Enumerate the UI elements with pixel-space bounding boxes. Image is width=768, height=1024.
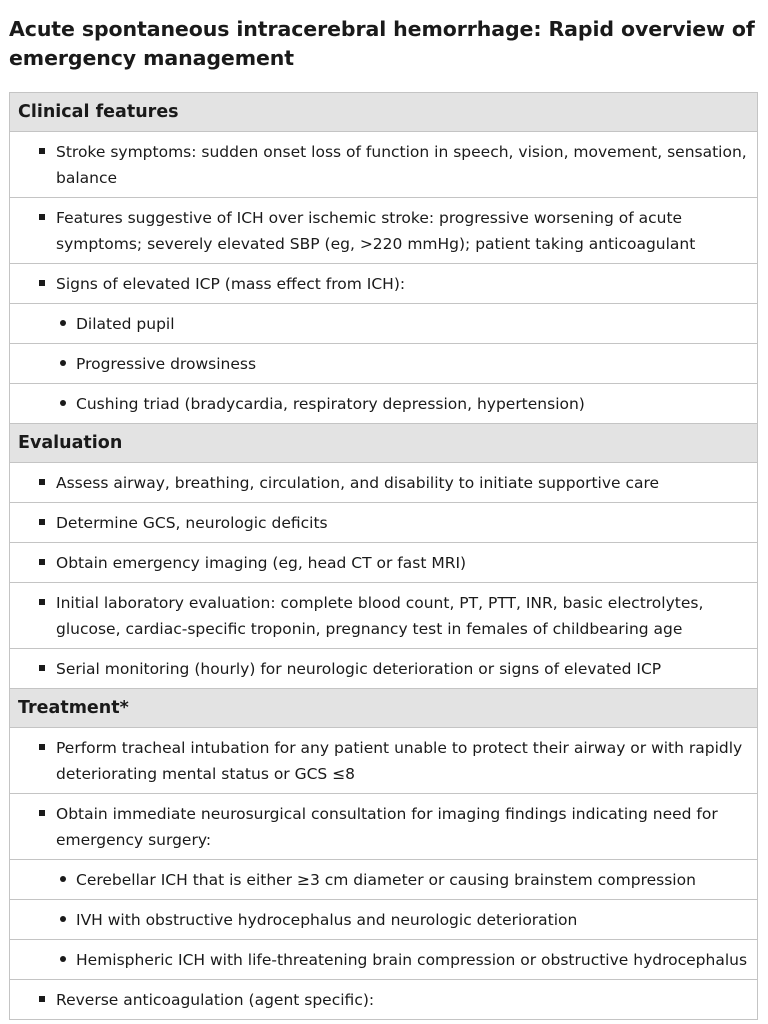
square-bullet-icon bbox=[39, 559, 45, 565]
sub-list-item bbox=[10, 940, 757, 980]
sub-list-item bbox=[10, 860, 757, 900]
section-header-clinical-features: Clinical features bbox=[10, 93, 757, 132]
list-item bbox=[10, 198, 757, 264]
list-item-text: Assess airway, breathing, circulation, and disability to initiate supportive care bbox=[56, 473, 660, 492]
sub-list-item bbox=[10, 384, 757, 424]
list-item bbox=[10, 583, 757, 649]
list-item-text: IVH with obstructive hydrocephalus and neurologic deterioration bbox=[76, 910, 578, 929]
sub-list-item bbox=[10, 344, 757, 384]
list-item bbox=[10, 503, 757, 543]
round-bullet-icon bbox=[60, 400, 66, 406]
list-item bbox=[10, 543, 757, 583]
list-item bbox=[10, 980, 757, 1019]
section-header-evaluation: Evaluation bbox=[10, 424, 757, 463]
square-bullet-icon bbox=[39, 479, 45, 485]
list-item-text: Obtain emergency imaging (eg, head CT or fast MRI) bbox=[56, 553, 467, 572]
list-item-text: Serial monitoring (hourly) for neurologic deterioration or signs of elevated ICP bbox=[56, 659, 662, 678]
list-item-text: Stroke symptoms: sudden onset loss of function in speech, vision, movement, sensation, balance bbox=[56, 142, 747, 187]
square-bullet-icon bbox=[39, 519, 45, 525]
list-item-text: Hemispheric ICH with life-threatening brain compression or obstructive hydrocephalus bbox=[76, 950, 748, 969]
list-item bbox=[10, 649, 757, 689]
square-bullet-icon bbox=[39, 665, 45, 671]
list-item-text: Progressive drowsiness bbox=[76, 354, 257, 373]
list-item bbox=[10, 728, 757, 794]
list-item-text: Signs of elevated ICP (mass effect from ICH): bbox=[56, 274, 406, 293]
round-bullet-icon bbox=[60, 876, 66, 882]
list-item-text: Cerebellar ICH that is either ≥3 cm diameter or causing brainstem compression bbox=[76, 870, 696, 889]
list-item-text: Features suggestive of ICH over ischemic stroke: progressive worsening of acute symptoms; severely elevated SBP (eg, >220 mmHg); patient taking anticoagulant bbox=[56, 208, 696, 253]
square-bullet-icon bbox=[39, 280, 45, 286]
section-header-treatment: Treatment* bbox=[10, 689, 757, 728]
square-bullet-icon bbox=[39, 214, 45, 220]
list-item bbox=[10, 794, 757, 860]
sub-list-item bbox=[10, 304, 757, 344]
list-item-text: Obtain immediate neurosurgical consultation for imaging findings indicating need for emergency surgery: bbox=[56, 804, 718, 849]
list-item bbox=[10, 264, 757, 304]
round-bullet-icon bbox=[60, 320, 66, 326]
square-bullet-icon bbox=[39, 744, 45, 750]
square-bullet-icon bbox=[39, 148, 45, 154]
list-item bbox=[10, 132, 757, 198]
page-title: Acute spontaneous intracerebral hemorrhage: Rapid overview of emergency management bbox=[9, 17, 755, 70]
round-bullet-icon bbox=[60, 360, 66, 366]
square-bullet-icon bbox=[39, 996, 45, 1002]
list-item-text: Cushing triad (bradycardia, respiratory depression, hypertension) bbox=[76, 394, 585, 413]
management-table bbox=[9, 92, 758, 1020]
list-item-text: Perform tracheal intubation for any patient unable to protect their airway or with rapidly deteriorating mental status or GCS ≤8 bbox=[56, 738, 743, 783]
sub-list-item bbox=[10, 900, 757, 940]
round-bullet-icon bbox=[60, 916, 66, 922]
list-item-text: Initial laboratory evaluation: complete blood count, PT, PTT, INR, basic electrolytes, glucose, cardiac-specific troponin, pregnancy test in females of childbearing age bbox=[56, 593, 704, 638]
list-item-text: Determine GCS, neurologic deficits bbox=[56, 513, 328, 532]
square-bullet-icon bbox=[39, 810, 45, 816]
list-item-text: Reverse anticoagulation (agent specific): bbox=[56, 990, 375, 1009]
square-bullet-icon bbox=[39, 599, 45, 605]
list-item-text: Dilated pupil bbox=[76, 314, 175, 333]
list-item bbox=[10, 463, 757, 503]
round-bullet-icon bbox=[60, 956, 66, 962]
